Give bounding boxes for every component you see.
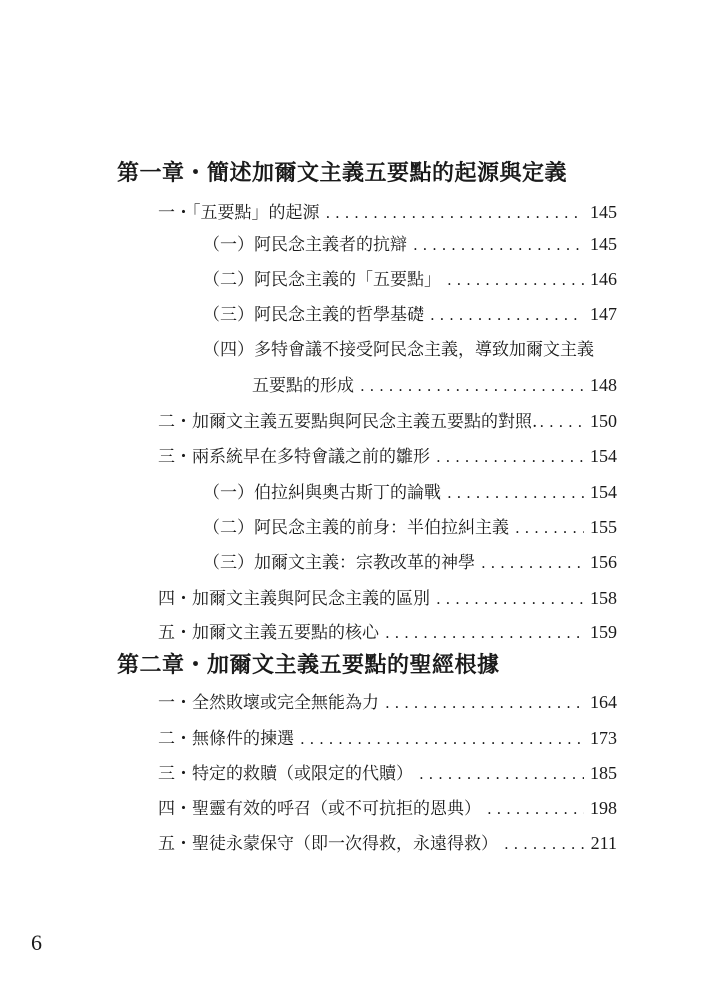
toc-entry-page: 154 xyxy=(590,446,617,466)
leader-dots xyxy=(360,374,584,398)
toc-entry xyxy=(158,409,617,433)
toc-entry-page: 159 xyxy=(590,622,617,642)
leader-dots xyxy=(430,303,584,327)
leader-dots xyxy=(436,587,584,611)
toc-entry-label: 二・加爾文主義五要點與阿民念主義五要點的對照. xyxy=(158,412,538,432)
toc-entry-page: 148 xyxy=(590,375,617,395)
toc-entry xyxy=(158,444,617,468)
toc-entry-label: 一・「五要點」的起源 xyxy=(158,203,320,223)
leader-dots xyxy=(385,621,584,645)
toc-entry-page: 155 xyxy=(590,517,617,537)
leader-dots xyxy=(515,516,584,540)
leader-dots xyxy=(326,201,585,225)
toc-entry xyxy=(203,480,617,504)
toc-entry xyxy=(158,690,617,714)
toc-entry-label: （三）阿民念主義的哲學基礎 xyxy=(203,305,424,325)
leader-dots xyxy=(413,233,584,257)
toc-entry xyxy=(203,515,617,539)
toc-entry xyxy=(158,726,617,750)
leader-dots xyxy=(385,691,584,715)
toc-entry-label: 四・聖靈有效的呼召（或不可抗拒的恩典） xyxy=(158,799,481,819)
toc-entry-label: 四・加爾文主義與阿民念主義的區別 xyxy=(158,589,430,609)
toc-entry-label: （一）阿民念主義者的抗辯 xyxy=(203,235,407,255)
toc-entry-page: 154 xyxy=(590,482,617,502)
toc-entry xyxy=(203,550,617,574)
toc-entry-label: 三・特定的救贖（或限定的代贖） xyxy=(158,764,413,784)
leader-dots xyxy=(487,797,584,821)
toc-entry xyxy=(158,761,617,785)
toc-entry-page: 145 xyxy=(590,202,617,222)
leader-dots xyxy=(539,410,588,434)
toc-entry-page: 211 xyxy=(590,833,617,853)
toc-entry xyxy=(158,796,617,820)
toc-entry xyxy=(203,267,617,291)
toc-entry xyxy=(203,302,617,326)
toc-entry-page: 158 xyxy=(590,588,617,608)
toc-entry xyxy=(252,373,617,397)
chapter-1-title: 第一章・簡述加爾文主義五要點的起源與定義 xyxy=(117,160,568,186)
chapter-2-title: 第二章・加爾文主義五要點的聖經根據 xyxy=(117,652,500,678)
toc-entry-label: 一・全然敗壞或完全無能為力 xyxy=(158,693,379,713)
toc-entry xyxy=(158,586,617,610)
toc-entry-page: 147 xyxy=(590,304,617,324)
toc-entry-page: 198 xyxy=(590,798,617,818)
toc-entry-label: 五・聖徒永蒙保守（即一次得救，永遠得救） xyxy=(158,834,498,854)
toc-entry-page: 145 xyxy=(590,234,617,254)
leader-dots xyxy=(504,832,585,856)
toc-entry-label: （四）多特會議不接受阿民念主義，導致加爾文主義 xyxy=(203,340,594,360)
toc-entry-label: 三・兩系統早在多特會議之前的雛形 xyxy=(158,447,430,467)
toc-entry xyxy=(158,620,617,644)
toc-entry-page: 156 xyxy=(590,552,617,572)
toc-entry-page: 173 xyxy=(590,728,617,748)
toc-entry-label: 五要點的形成 xyxy=(252,376,354,396)
toc-entry xyxy=(158,200,617,224)
toc-entry-label: 五・加爾文主義五要點的核心 xyxy=(158,623,379,643)
toc-entry-page: 150 xyxy=(590,411,617,431)
leader-dots xyxy=(436,445,584,469)
toc-entry-page: 164 xyxy=(590,692,617,712)
toc-entry-label: 二・無條件的揀選 xyxy=(158,729,294,749)
toc-entry-page: 185 xyxy=(590,763,617,783)
leader-dots xyxy=(447,268,584,292)
leader-dots xyxy=(419,762,584,786)
leader-dots xyxy=(300,727,584,751)
leader-dots xyxy=(481,551,584,575)
page-number: 6 xyxy=(31,930,42,955)
toc-entry-label: （二）阿民念主義的前身：半伯拉糾主義 xyxy=(203,518,509,538)
toc-entry-label: （三）加爾文主義：宗教改革的神學 xyxy=(203,553,475,573)
toc-entry-label: （二）阿民念主義的「五要點」 xyxy=(203,270,441,290)
toc-entry-label: （一）伯拉糾與奧古斯丁的論戰 xyxy=(203,483,441,503)
toc-entry-page: 146 xyxy=(590,269,617,289)
toc-entry xyxy=(158,831,617,855)
leader-dots xyxy=(447,481,584,505)
toc-entry xyxy=(203,232,617,256)
